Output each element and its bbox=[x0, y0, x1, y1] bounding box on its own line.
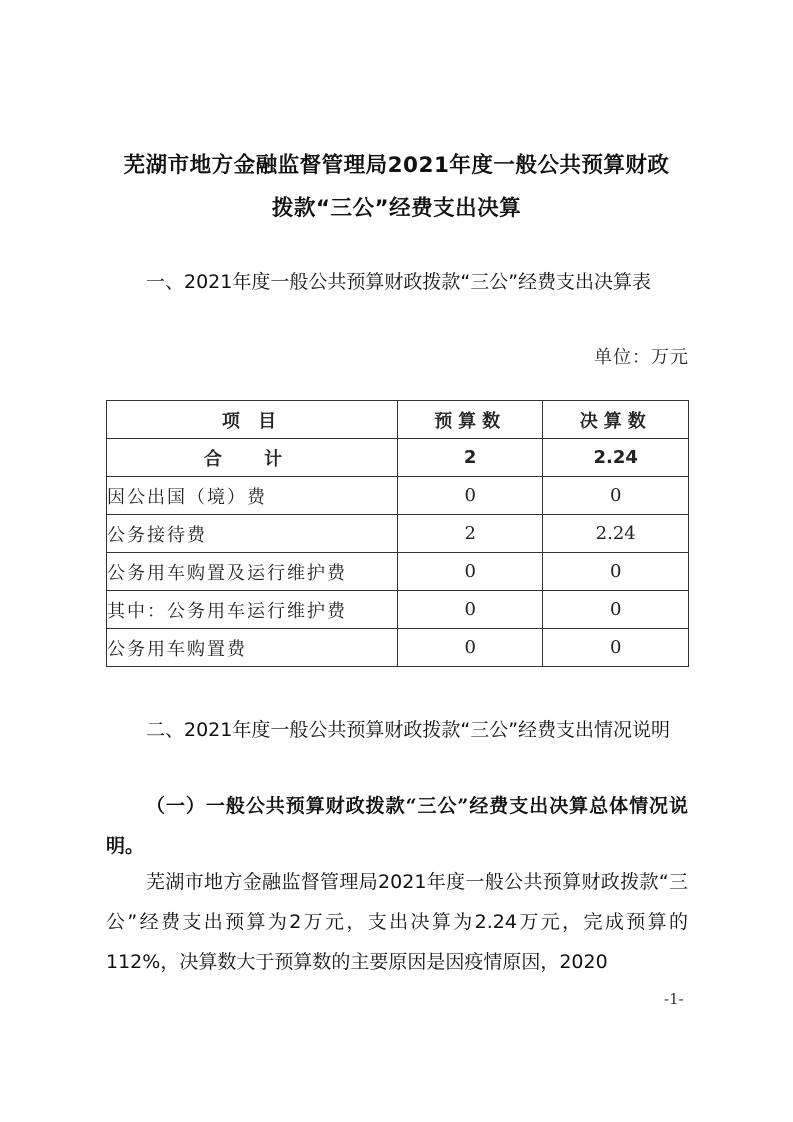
row-final: 0 bbox=[543, 553, 689, 591]
section-2-heading: 二、2021年度一般公共预算财政拨款“三公”经费支出情况说明 bbox=[146, 719, 671, 741]
table-row bbox=[107, 591, 689, 629]
row-item: 公务用车购置及运行维护费 bbox=[107, 553, 398, 591]
table-row bbox=[107, 629, 689, 667]
body-paragraph: 芜湖市地方金融监督管理局2021年度一般公共预算财政拨款“三公”经费支出预算为2万元，支出决算为2.24万元，完成预算的112%，决算数大于预算数的主要原因是因疫情原因，2020 bbox=[106, 871, 688, 973]
row-item: 因公出国（境）费 bbox=[107, 477, 398, 515]
row-budget: 2 bbox=[397, 439, 542, 477]
row-budget: 0 bbox=[397, 477, 542, 515]
row-budget: 0 bbox=[397, 629, 542, 667]
document-title-line-2: 拨款“三公”经费支出决算 bbox=[271, 196, 522, 221]
three-public-expenses-table bbox=[106, 400, 689, 667]
table-row bbox=[107, 515, 689, 553]
row-final: 0 bbox=[543, 591, 689, 629]
column-header-budget: 预算数 bbox=[397, 401, 542, 439]
row-budget: 2 bbox=[397, 515, 542, 553]
row-final: 0 bbox=[543, 629, 689, 667]
document-title-line-1: 芜湖市地方金融监督管理局2021年度一般公共预算财政 bbox=[123, 153, 670, 178]
row-item: 公务用车购置费 bbox=[107, 629, 398, 667]
row-final: 0 bbox=[543, 477, 689, 515]
row-budget: 0 bbox=[397, 553, 542, 591]
row-final: 2.24 bbox=[543, 515, 689, 553]
column-header-item: 项 目 bbox=[107, 401, 398, 439]
table-row bbox=[107, 477, 689, 515]
row-budget: 0 bbox=[397, 591, 542, 629]
page-number: -1- bbox=[664, 990, 684, 1008]
unit-label: 单位：万元 bbox=[594, 347, 689, 368]
table-row-total bbox=[107, 439, 689, 477]
row-item: 其中：公务用车运行维护费 bbox=[107, 591, 398, 629]
row-final: 2.24 bbox=[543, 439, 689, 477]
table-header-row bbox=[107, 401, 689, 439]
table-row bbox=[107, 553, 689, 591]
row-item: 公务接待费 bbox=[107, 515, 398, 553]
row-item: 合 计 bbox=[107, 439, 398, 477]
section-1-heading: 一、2021年度一般公共预算财政拨款“三公”经费支出决算表 bbox=[146, 271, 652, 293]
column-header-final: 决算数 bbox=[543, 401, 689, 439]
subsection-1-heading: （一）一般公共预算财政拨款“三公”经费支出决算总体情况说明。 bbox=[106, 795, 688, 857]
